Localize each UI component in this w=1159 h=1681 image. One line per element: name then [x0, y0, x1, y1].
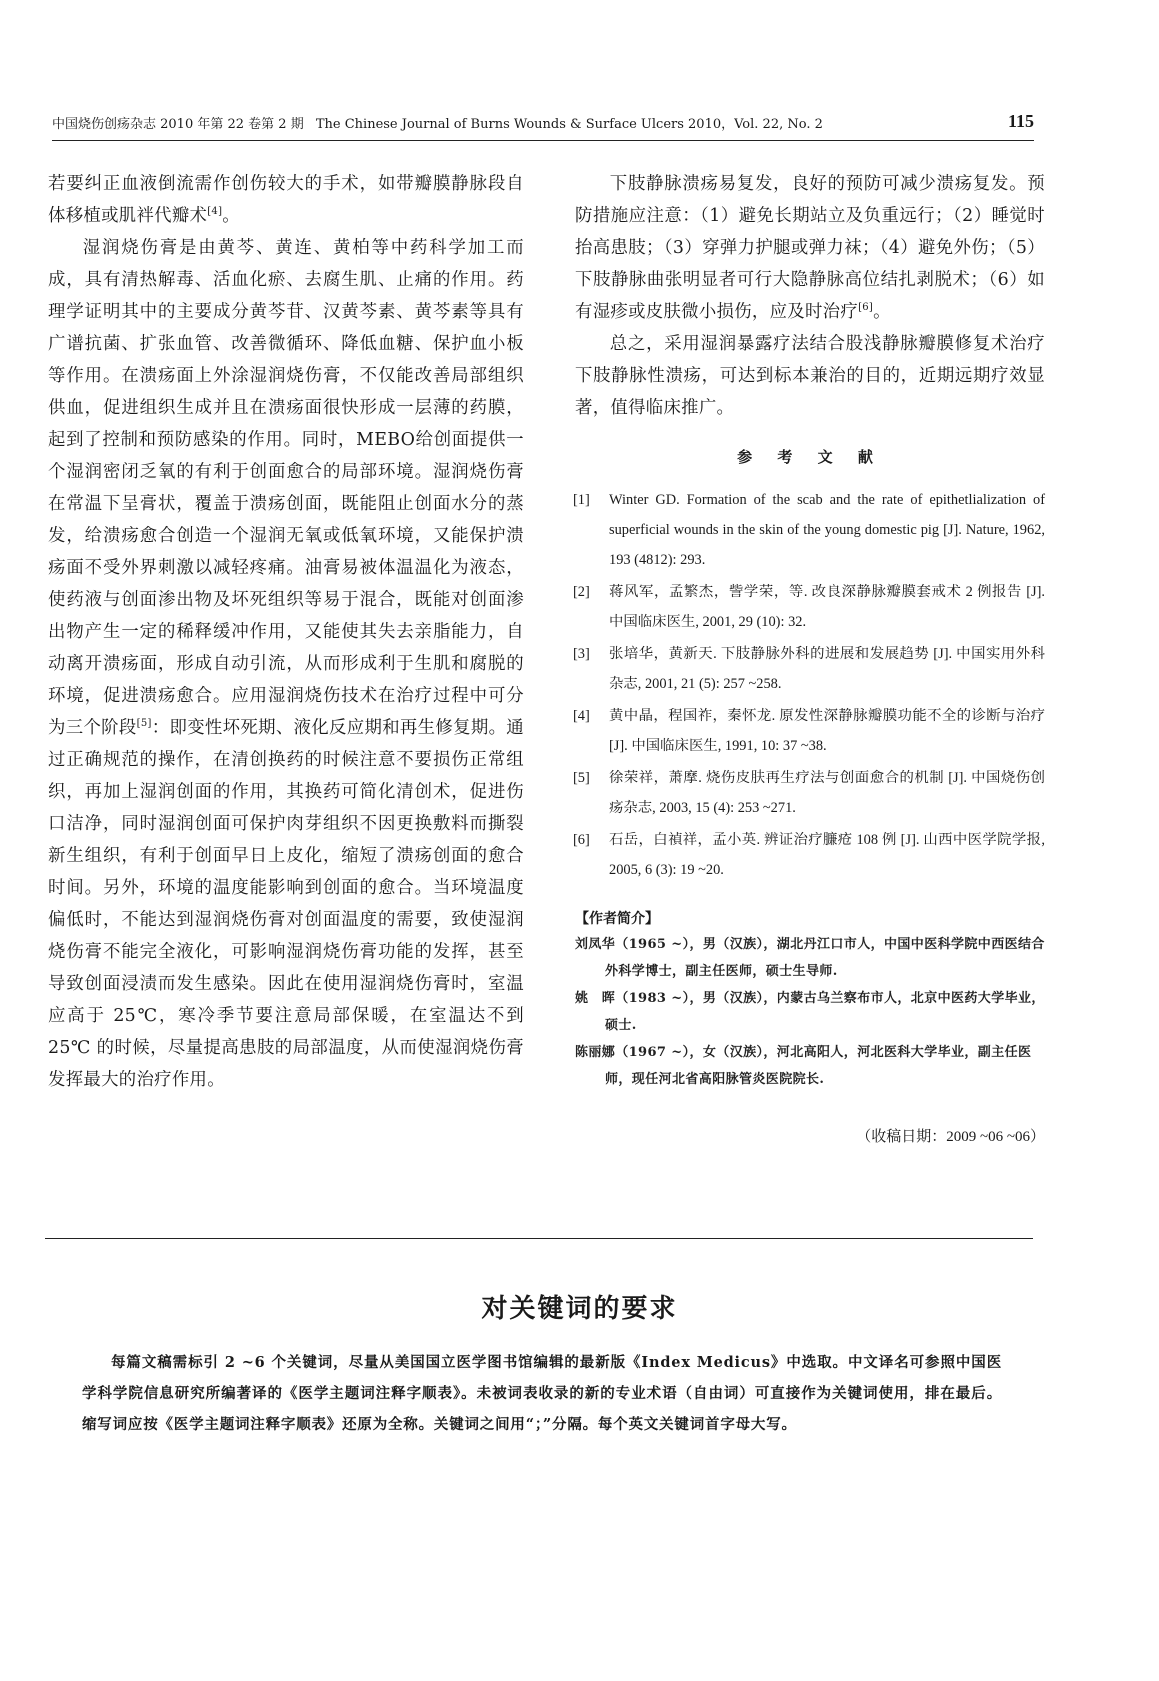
- paragraph-end: 。: [222, 206, 240, 226]
- author-bio-list: [575, 931, 1045, 1093]
- author-bio-entry: 刘凤华（1965 ~），男（汉族），湖北丹江口市人，中国中医科学院中西医结合外科学博士，副主任医师，硕士生导师.: [575, 937, 1045, 979]
- reference-list: [575, 485, 1045, 885]
- section-divider: [45, 1238, 1033, 1239]
- running-header: [52, 111, 1034, 141]
- paragraph: [48, 232, 524, 1096]
- paragraph: 总之，采用湿润暴露疗法结合股浅静脉瓣膜修复术治疗下肢静脉性溃疡，可达到标本兼治的目的，近期远期疗效显著，值得临床推广。: [575, 334, 1045, 418]
- author-bio-title: 【作者简介】: [575, 911, 659, 927]
- citation-mark: [5]: [136, 718, 152, 730]
- reference-number: [6]: [573, 832, 590, 848]
- paragraph-text: 湿润烧伤膏是由黄芩、黄连、黄柏等中药科学加工而成，具有清热解毒、活血化瘀、去腐生肌、止痛的作用。药理学证明其中的主要成分黄芩苷、汉黄芩素、黄芩素等具有广谱抗菌、扩张血管、改善微循环、降低血糖、保护血小板等作用。在溃疡面上外涂湿润烧伤膏，不仅能改善局部组织供血，促进组织生成并且在溃疡面很快形成一层薄的药膜，起到了控制和预防感染的作用。同时，MEBO给创面提供一个湿润密闭乏氧的有利于创面愈合的局部环境。湿润烧伤膏在常温下呈膏状，覆盖于溃疡创面，既能阻止创面水分的蒸发，给溃疡愈合创造一个湿润无氧或低氧环境，又能保护溃疡面不受外界刺激以减轻疼痛。油膏易被体温温化为液态，使药液与创面渗出物及坏死组织等易于混合，既能对创面渗出物产生一定的稀释缓冲作用，又能使其失去亲脂能力，自动离开溃疡面，形成自动引流，从而形成利于生肌和腐脱的环境，促进溃疡愈合。应用湿润烧伤技术在治疗过程中可分为三个阶段: [48, 238, 524, 738]
- reference-text: 黄中晶，程国祚，秦怀龙. 原发性深静脉瓣膜功能不全的诊断与治疗 [J]. 中国临床医生, 1991, 10: 37 ~38.: [609, 708, 1045, 754]
- references-heading: 参 考 文 献: [737, 448, 883, 466]
- reference-item: [575, 701, 1045, 761]
- reference-text: 徐荣祥，萧摩. 烧伤皮肤再生疗法与创面愈合的机制 [J]. 中国烧伤创疡杂志, 2003, 15 (4): 253 ~271.: [609, 770, 1045, 816]
- citation-mark: [4]: [207, 206, 223, 218]
- reference-number: [5]: [573, 770, 590, 786]
- author-bio-entry: 姚 晖（1983 ~），男（汉族），内蒙古乌兰察布市人，北京中医药大学毕业，硕士.: [575, 991, 1045, 1033]
- notice-body: 每篇文稿需标引 2 ~6 个关键词，尽量从美国国立医学图书馆编辑的最新版《Index Medicus》中选取。中文译名可参照中国医学科学院信息研究所编著译的《医学主题词注释字顺表》。未被词表收录的新的专业术语（自由词）可直接作为关键词使用，排在最后。缩写词应按《医学主题词注释字顺表》还原为全称。关键词之间用“；”分隔。每个英文关键词首字母大写。: [82, 1354, 1002, 1433]
- reference-number: [3]: [573, 646, 590, 662]
- page-number: 115: [1007, 111, 1034, 131]
- notice-title: 对关键词的要求: [481, 1294, 678, 1324]
- left-column: [48, 168, 524, 1096]
- journal-title-en: The Chinese Journal of Burns Wounds & Surface Ulcers 2010，Vol. 22, No. 2: [315, 117, 823, 132]
- right-column: [575, 168, 1045, 1149]
- paragraph: [48, 168, 524, 232]
- paragraph-end: 。: [873, 302, 891, 322]
- reference-number: [1]: [573, 492, 590, 508]
- reference-number: [2]: [573, 584, 590, 600]
- paragraph-text: 若要纠正血液倒流需作创伤较大的手术，如带瓣膜静脉段自体移植或肌袢代瓣术: [48, 174, 524, 226]
- reference-text: 张培华，黄新天. 下肢静脉外科的进展和发展趋势 [J]. 中国实用外科杂志, 2001, 21 (5): 257 ~258.: [609, 646, 1045, 692]
- reference-item: [575, 639, 1045, 699]
- paragraph-text: 下肢静脉溃疡易复发，良好的预防可减少溃疡复发。预防措施应注意：（1）避免长期站立及负重远行；（2）睡觉时抬高患肢；（3）穿弹力护腿或弹力袜；（4）避免外伤；（5）下肢静脉曲张明显者可行大隐静脉高位结扎剥脱术；（6）如有湿疹或皮肤微小损伤，应及时治疗: [575, 174, 1045, 322]
- journal-citation: [52, 114, 831, 136]
- reference-item: [575, 763, 1045, 823]
- reference-item: [575, 577, 1045, 637]
- reference-text: 蒋风军，孟繁杰，訾学荣，等. 改良深静脉瓣膜套戒术 2 例报告 [J]. 中国临床医生, 2001, 29 (10): 32.: [609, 584, 1045, 630]
- citation-mark: [6]: [858, 302, 874, 314]
- author-bio-entry: 陈丽娜（1967 ~），女（汉族），河北高阳人，河北医科大学毕业，副主任医师，现任河北省高阳脉管炎医院院长.: [575, 1045, 1032, 1087]
- paragraph-end: ：即变性坏死期、液化反应期和再生修复期。通过正确规范的操作，在清创换药的时候注意不要损伤正常组织，再加上湿润创面的作用，其换药可简化清创术，促进伤口洁净，同时湿润创面可保护肉芽组织不因更换敷料而撕裂新生组织，有利于创面早日上皮化，缩短了溃疡创面的愈合时间。另外，环境的温度能影响到创面的愈合。当环境温度偏低时，不能达到湿润烧伤膏对创面温度的需要，致使湿润烧伤膏不能完全液化，可影响湿润烧伤膏功能的发挥，甚至导致创面浸渍而发生感染。因此在使用湿润烧伤膏时，室温应高于 25℃，寒冷季节要注意局部保暖，在室温达不到 25℃ 的时候，尽量提高患肢的局部温度，从而使湿润烧伤膏发挥最大的治疗作用。: [48, 718, 524, 1090]
- reference-item: [575, 485, 1045, 575]
- reference-number: [4]: [573, 708, 590, 724]
- received-date: （收稿日期：2009 ~06 ~06）: [856, 1129, 1045, 1145]
- reference-text: Winter GD. Formation of the scab and the rate of epithetlialization of superficial wounds in the skin of the young domestic pig [J]. Nature, 1962, 193 (4812): 293.: [609, 492, 1045, 568]
- paragraph: [575, 168, 1045, 328]
- reference-item: [575, 825, 1045, 885]
- reference-text: 石岳，白禎祥，孟小英. 辨证治疗臁疮 108 例 [J]. 山西中医学院学报, 2005, 6 (3): 19 ~20.: [609, 832, 1045, 878]
- journal-title-cn: 中国烧伤创疡杂志 2010 年第 22 卷第 2 期: [52, 117, 304, 132]
